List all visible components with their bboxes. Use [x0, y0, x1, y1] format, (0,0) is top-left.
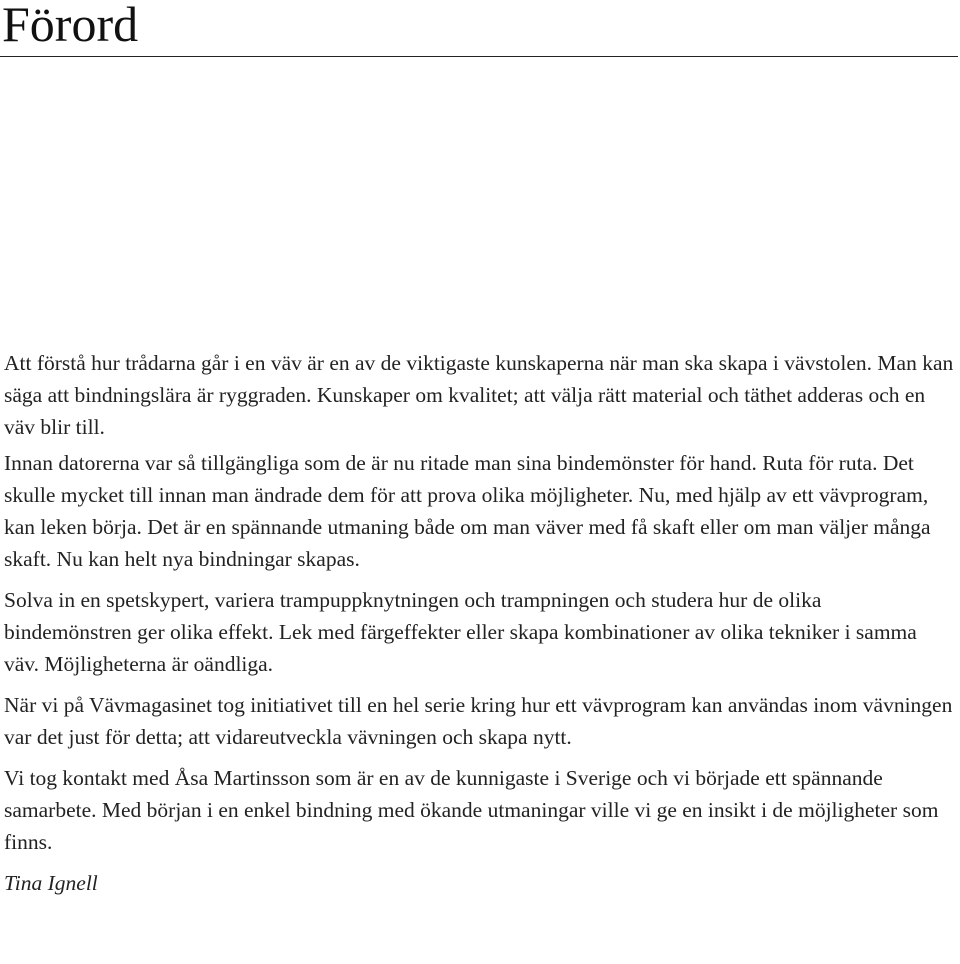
- paragraph-1: Att förstå hur trådarna går i en väv är en av de viktigaste kunskaperna när man ska skapa i vävstolen. Man kan säga att bindningslära är ryggraden. Kunskaper om kvalitet; att välja rätt material och täthet adderas och en väv blir till.: [4, 351, 954, 439]
- title-divider: [0, 56, 958, 57]
- paragraph-5: Vi tog kontakt med Åsa Martinsson som är en av de kunnigaste i Sverige och vi började ett spännande samarbete. Med början i en enkel bindning med ökande utmaningar ville vi ge en insikt i de möjligheter som finns.: [4, 766, 939, 854]
- author-signature: Tina Ignell: [4, 871, 98, 895]
- page-title: Förord: [2, 0, 139, 52]
- paragraph-2: Innan datorerna var så tillgängliga som de är nu ritade man sina bindemönster för hand. Ruta för ruta. Det skulle mycket till innan man ändrade dem för att prova olika möjligheter. Nu, med hjälp av ett vävprogram, kan leken börja. Det är en spännande utmaning både om man väver med få skaft eller om man väljer många skaft. Nu kan helt nya bindningar skapas.: [4, 451, 931, 571]
- paragraph-3: Solva in en spetskypert, variera trampuppknytningen och trampningen och studera hur de olika bindemönstren ger olika effekt. Lek med färgeffekter eller skapa kombinationer av olika tekniker i samma väv. Möjligheterna är oändliga.: [4, 588, 917, 676]
- body-text: [4, 347, 954, 899]
- paragraph-4: När vi på Vävmagasinet tog initiativet till en hel serie kring hur ett vävprogram kan användas inom vävningen var det just för detta; att vidareutveckla vävningen och skapa nytt.: [4, 693, 953, 749]
